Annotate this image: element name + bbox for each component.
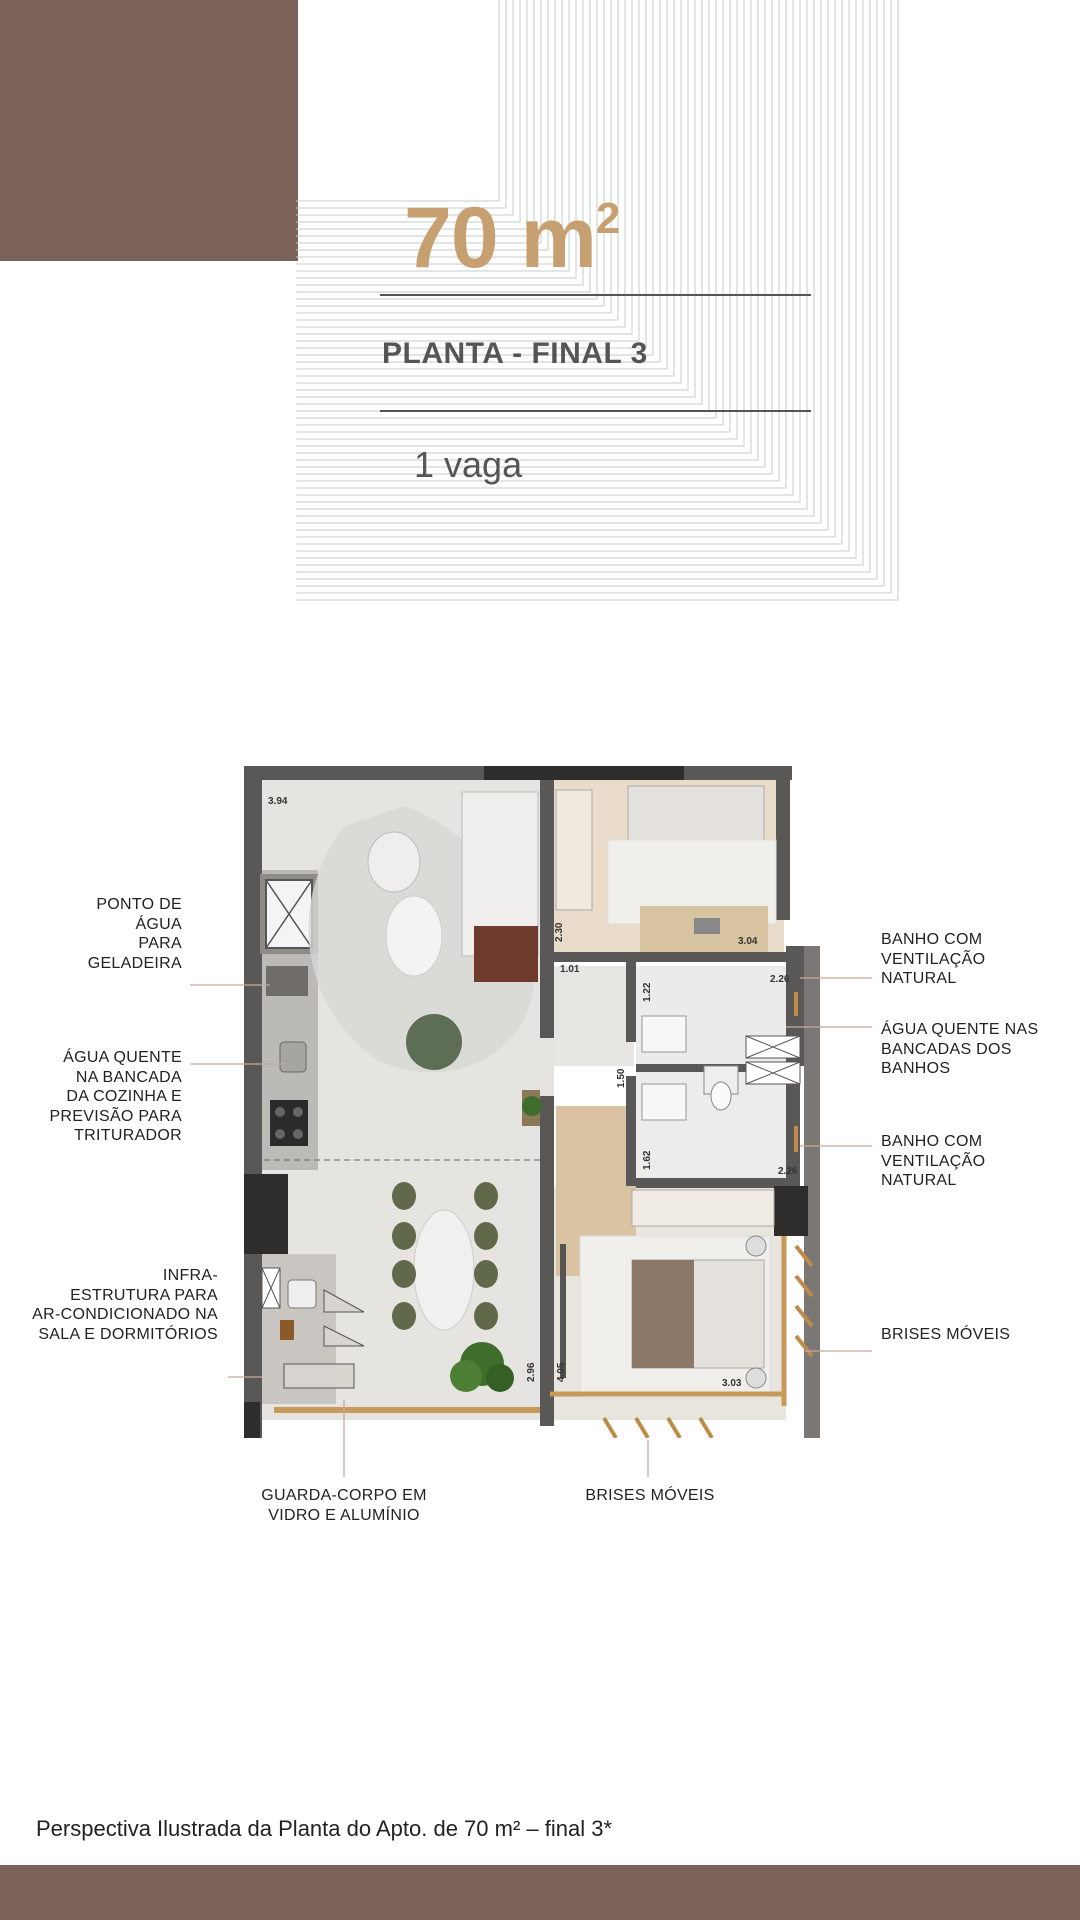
dim-bath2-w: 2.26 — [778, 1166, 798, 1177]
decor-line — [296, 0, 506, 208]
dim-hall: 1.01 — [560, 964, 580, 975]
callout-ac-infra: INFRA- ESTRUTURA PARA AR-CONDICIONADO NA SALA E DORMITÓRIOS — [32, 1267, 218, 1343]
dim-bath2-h: 1.62 — [642, 1150, 653, 1170]
dim-living: 3.94 — [268, 796, 288, 807]
callout-bath-ventilation-1: BANHO COM VENTILAÇÃO NATURAL — [881, 931, 986, 987]
footer-bar — [0, 1865, 1080, 1920]
floor-plan-illustration — [244, 766, 820, 1438]
dim-bath-gap: 1.50 — [616, 1068, 627, 1088]
decor-line — [296, 0, 660, 362]
decor-line — [296, 0, 653, 355]
unit-area-heading: 70 $m^2$ — [404, 190, 620, 286]
divider-line — [380, 294, 811, 296]
callout-hot-water-kitchen: ÁGUA QUENTE NA BANCADA DA COZINHA E PREVISÃO PARA TRITURADOR — [49, 1049, 182, 1144]
dim-bedroom2-side: 4.05 — [556, 1362, 567, 1382]
dim-bedroom2: 3.03 — [722, 1378, 742, 1389]
dim-bath1-w: 2.26 — [770, 974, 790, 985]
divider-line — [380, 410, 811, 412]
callout-brises-bottom: BRISES MÓVEIS — [585, 1487, 715, 1504]
dim-bedroom1-side: 2.30 — [554, 922, 565, 942]
callout-water-fridge: PONTO DE ÁGUA PARA GELADEIRA — [87, 896, 182, 972]
decor-line — [296, 0, 520, 222]
callout-hot-water-baths: ÁGUA QUENTE NAS BANCADAS DOS BANHOS — [881, 1021, 1039, 1077]
decor-line — [296, 0, 639, 341]
decor-line — [296, 0, 877, 579]
caption: Perspectiva Ilustrada da Planta do Apto. de 70 m² – final 3* — [36, 1816, 613, 1841]
callout-bath-ventilation-2: BANHO COM VENTILAÇÃO NATURAL — [881, 1133, 986, 1189]
plan-title: PLANTA - FINAL 3 — [382, 337, 648, 370]
callout-brises-right: BRISES MÓVEIS — [881, 1326, 1011, 1343]
decor-line — [296, 0, 513, 215]
callout-guardrail: GUARDA-CORPO EM VIDRO E ALUMÍNIO — [261, 1487, 427, 1524]
parking-spaces: 1 vaga — [414, 444, 523, 485]
decor-line — [296, 0, 891, 593]
brand-color-block — [0, 0, 298, 261]
decor-line — [296, 0, 499, 201]
dim-bath1-h: 1.22 — [642, 982, 653, 1002]
dim-living-depth: 2.96 — [526, 1362, 537, 1382]
decorative-line-pattern — [296, 0, 904, 606]
dim-bedroom1: 3.04 — [738, 936, 758, 947]
